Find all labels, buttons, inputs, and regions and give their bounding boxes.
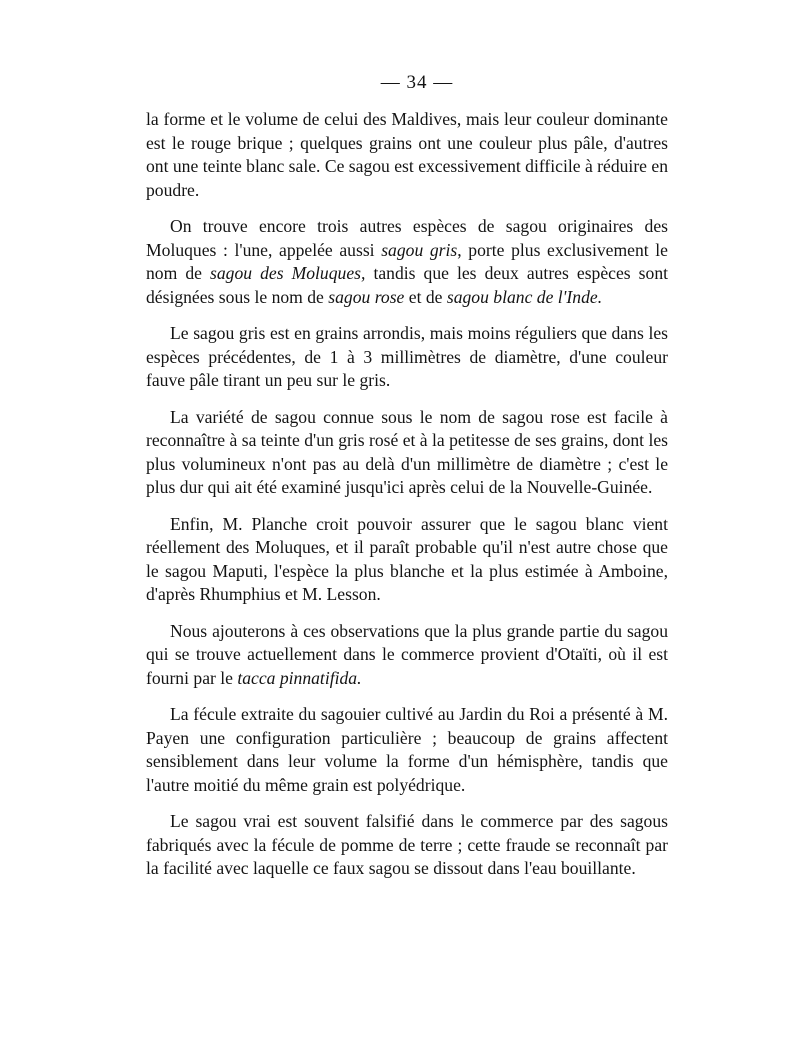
text-segment: la forme et le volume de celui des Maldives, mais leur couleur dominante est le rouge brique ; quelques grains ont une couleur plus pâle, d'autres ont une teinte blanc sale. Ce sagou est excessivement difficile à réduire en poudre.	[146, 109, 668, 200]
paragraph	[146, 322, 668, 393]
text-segment: On trouve encore trois autres espèces de sagou originaires des Moluques : l'une, appelée aussi	[146, 216, 668, 260]
paragraph	[146, 215, 668, 309]
paragraph	[146, 406, 668, 500]
text-segment: La fécule extraite du sagouier cultivé au Jardin du Roi a présenté à M. Payen une configuration particulière ; beaucoup de grains affectent sensiblement dans leur volume la forme d'un hémisphère, tandis que l'autre moitié du même grain est polyédrique.	[146, 704, 668, 795]
text-segment: Le sagou vrai est souvent falsifié dans le commerce par des sagous fabriqués avec la fécule de pomme de terre ; cette fraude se reconnaît par la facilité avec laquelle ce faux sagou se dissout dans l'eau bouillante.	[146, 811, 668, 878]
text-segment: Le sagou gris est en grains arrondis, mais moins réguliers que dans les espèces précédentes, de 1 à 3 millimètres de diamètre, d'une couleur fauve pâle tirant un peu sur le gris.	[146, 323, 668, 390]
paragraph	[146, 620, 668, 691]
paragraph	[146, 108, 668, 202]
italic-term: sagou des Moluques,	[210, 263, 366, 283]
text-segment: , porte plus exclusivement le nom de	[146, 239, 668, 283]
italic-term: sagou rose	[328, 286, 405, 307]
text-segment: tandis que les deux autres espèces sont désignées sous le nom de	[146, 263, 668, 307]
italic-term: tacca pinnatifida.	[237, 667, 362, 688]
paragraph	[146, 513, 668, 607]
text-segment: et de	[404, 286, 447, 307]
paragraph	[146, 810, 668, 881]
text-segment: Nous ajouterons à ces observations que la plus grande partie du sagou qui se trouve actuellement dans le commerce provient d'Otaïti, où il est fourni par le	[146, 620, 668, 688]
book-page	[146, 72, 668, 881]
italic-term: sagou gris	[381, 239, 458, 260]
page-number: — 34 —	[380, 72, 454, 93]
paragraph	[146, 703, 668, 797]
text-segment: La variété de sagou connue sous le nom de sagou rose est facile à reconnaître à sa teinte d'un gris rosé et à la petitesse de ses grains, dont les plus volumineux n'ont pas au delà d'un millimètre de diamètre ; c'est le plus dur qui ait été examiné jusqu'ici après celui de la Nouvelle-Guinée.	[146, 406, 669, 497]
text-segment: Enfin, M. Planche croit pouvoir assurer que le sagou blanc vient réellement des Moluques, et il paraît probable qu'il n'est autre chose que le sagou Maputi, l'espèce la plus blanche et la plus estimée à Amboine, d'après Rhumphius et M. Lesson.	[146, 513, 668, 604]
italic-term: sagou blanc de l'Inde.	[446, 286, 603, 307]
